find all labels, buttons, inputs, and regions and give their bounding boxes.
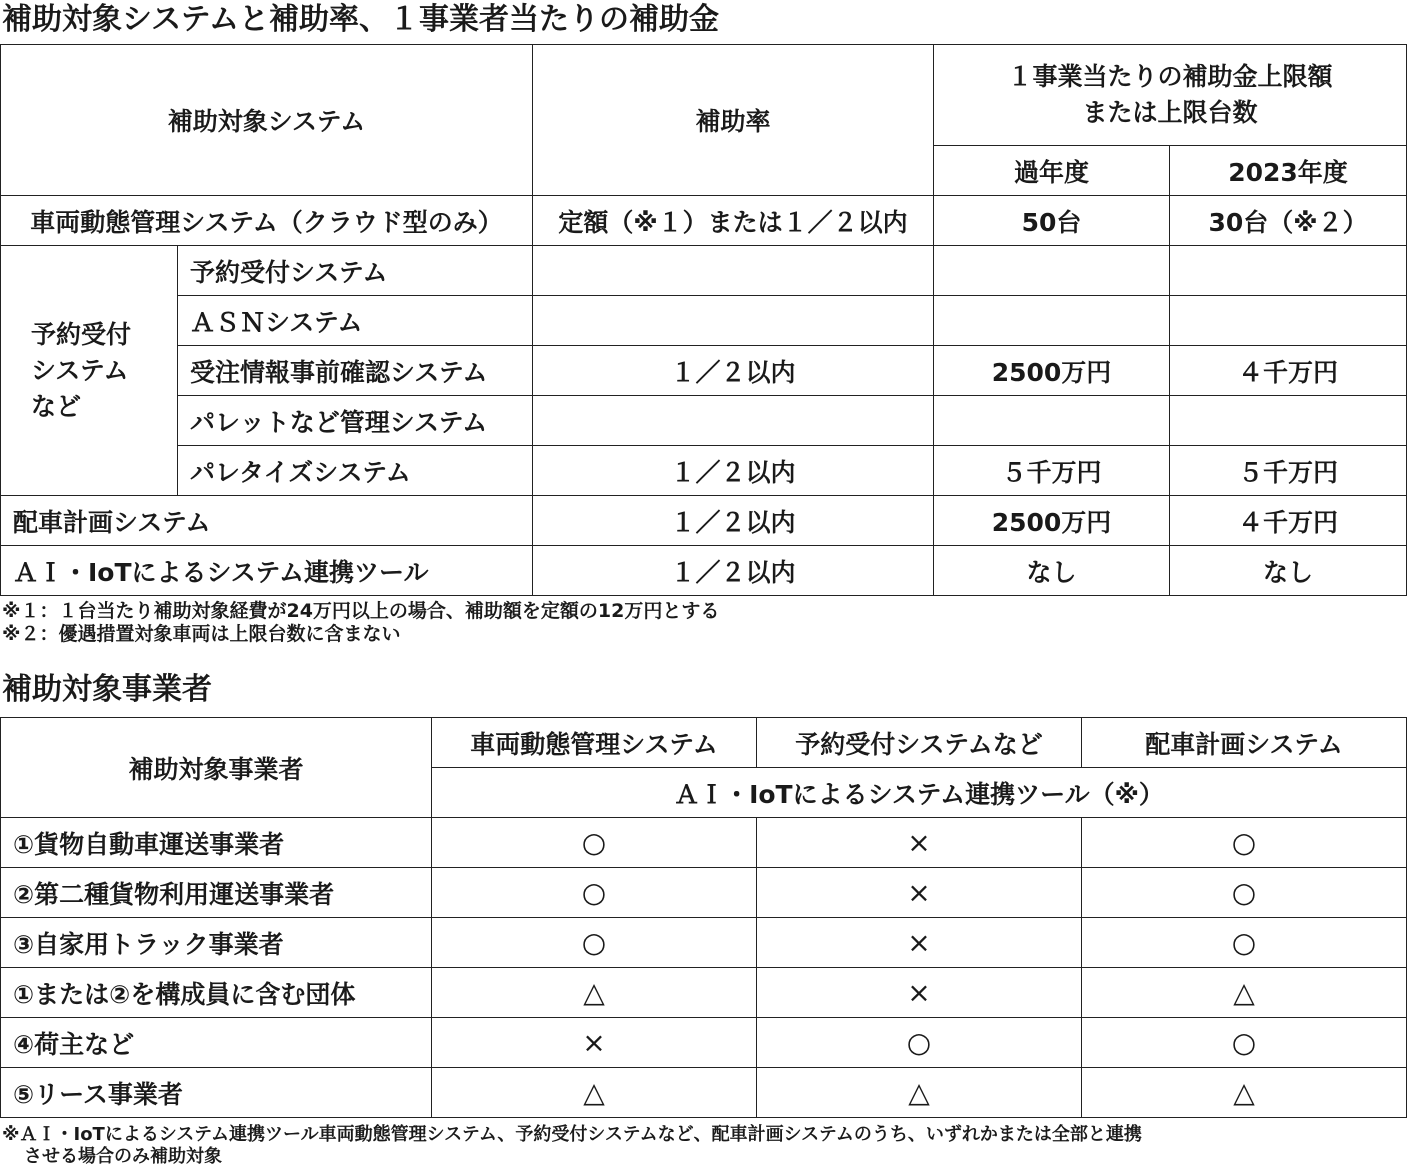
row-order-info-a: 2500万円 [934, 346, 1170, 396]
eligibility-mark: △ [1082, 968, 1407, 1018]
header-col-reservation: 予約受付システムなど [757, 718, 1082, 768]
row-order-info-system: 受注情報事前確認システム [178, 346, 533, 396]
row-vehicle-system: 車両動態管理システム（クラウド型のみ） [1, 196, 533, 246]
operator-name: ⑤リース事業者 [1, 1068, 432, 1118]
note-2: ※２：優遇措置対象車両は上限台数に含まない [2, 623, 401, 645]
row-asn-system: ＡＳＮシステム [178, 296, 533, 346]
eligibility-mark: ○ [432, 918, 757, 968]
eligibility-mark: ○ [432, 818, 757, 868]
row-pallet-mgmt-system: パレットなど管理システム [178, 396, 533, 446]
header-year-b: 2023年度 [1170, 146, 1407, 196]
row-palletize-system: パレタイズシステム [178, 446, 533, 496]
eligibility-mark: ○ [1082, 818, 1407, 868]
operator-name: ①貨物自動車運送事業者 [1, 818, 432, 868]
row-order-info-rate: １／２以内 [533, 346, 934, 396]
eligibility-mark: △ [1082, 1068, 1407, 1118]
header-col-dispatch: 配車計画システム [1082, 718, 1407, 768]
eligibility-mark: × [757, 918, 1082, 968]
header-limit-line1: １事業当たりの補助金上限額 [1007, 62, 1333, 91]
note-1: ※１：１台当たり補助対象経費が24万円以上の場合、補助額を定額の12万円とする [2, 600, 720, 622]
empty-cell [533, 396, 934, 446]
empty-cell [1170, 296, 1407, 346]
eligibility-mark: × [757, 868, 1082, 918]
operator-name: ②第二種貨物利用運送事業者 [1, 868, 432, 918]
header-limit-line2: または上限台数 [1082, 98, 1258, 127]
row-palletize-b: ５千万円 [1170, 446, 1407, 496]
empty-cell [934, 246, 1170, 296]
note-aiiot-line2: させる場合のみ補助対象 [24, 1146, 222, 1167]
empty-cell [934, 296, 1170, 346]
eligibility-mark: ○ [757, 1018, 1082, 1068]
operator-name: ①または②を構成員に含む団体 [1, 968, 432, 1018]
row-aiiot-b: なし [1170, 546, 1407, 596]
group-reservation-label [1, 246, 178, 496]
group-label-line1: 予約受付 [31, 319, 132, 349]
row-aiiot-system: ＡＩ・IoTによるシステム連携ツール [1, 546, 533, 596]
header-rate: 補助率 [533, 45, 934, 196]
note-aiiot-line1: ※ＡＩ・IoTによるシステム連携ツール車両動態管理システム、予約受付システムなど、配車計画システムのうち、いずれかまたは全部と連携 [2, 1124, 1142, 1145]
section1-title: 補助対象システムと補助率、１事業者当たりの補助金 [2, 2, 719, 37]
header-aiiot-span: ＡＩ・IoTによるシステム連携ツール（※） [432, 768, 1407, 818]
empty-cell [1170, 396, 1407, 446]
row-aiiot-a: なし [934, 546, 1170, 596]
row-vehicle-b: 30台（※２） [1170, 196, 1407, 246]
empty-cell [533, 296, 934, 346]
eligibility-mark: ○ [1082, 868, 1407, 918]
row-dispatch-system: 配車計画システム [1, 496, 533, 546]
group-label-line3: など [31, 391, 82, 421]
empty-cell [934, 396, 1170, 446]
group-label-line2: システム [31, 355, 129, 385]
row-dispatch-a: 2500万円 [934, 496, 1170, 546]
row-palletize-rate: １／２以内 [533, 446, 934, 496]
header-limit [934, 45, 1407, 146]
eligibility-mark: × [757, 818, 1082, 868]
eligibility-mark: ○ [432, 868, 757, 918]
header-year-a: 過年度 [934, 146, 1170, 196]
row-reservation-system: 予約受付システム [178, 246, 533, 296]
eligibility-mark: × [432, 1018, 757, 1068]
empty-cell [533, 246, 934, 296]
eligibility-mark: ○ [1082, 1018, 1407, 1068]
eligibility-mark: × [757, 968, 1082, 1018]
row-dispatch-b: ４千万円 [1170, 496, 1407, 546]
row-aiiot-rate: １／２以内 [533, 546, 934, 596]
empty-cell [1170, 246, 1407, 296]
eligibility-mark: △ [432, 968, 757, 1018]
header-col-vehicle: 車両動態管理システム [432, 718, 757, 768]
eligibility-mark: △ [757, 1068, 1082, 1118]
row-dispatch-rate: １／２以内 [533, 496, 934, 546]
row-order-info-b: ４千万円 [1170, 346, 1407, 396]
header-operator: 補助対象事業者 [1, 718, 432, 818]
section2-title: 補助対象事業者 [2, 672, 212, 707]
row-vehicle-rate: 定額（※１）または１／２以内 [533, 196, 934, 246]
eligibility-mark: △ [432, 1068, 757, 1118]
header-system: 補助対象システム [1, 45, 533, 196]
operator-name: ④荷主など [1, 1018, 432, 1068]
eligible-operator-table [0, 717, 1407, 1118]
subsidy-rate-table [0, 44, 1407, 596]
eligibility-mark: ○ [1082, 918, 1407, 968]
row-vehicle-a: 50台 [934, 196, 1170, 246]
operator-name: ③自家用トラック事業者 [1, 918, 432, 968]
row-palletize-a: ５千万円 [934, 446, 1170, 496]
